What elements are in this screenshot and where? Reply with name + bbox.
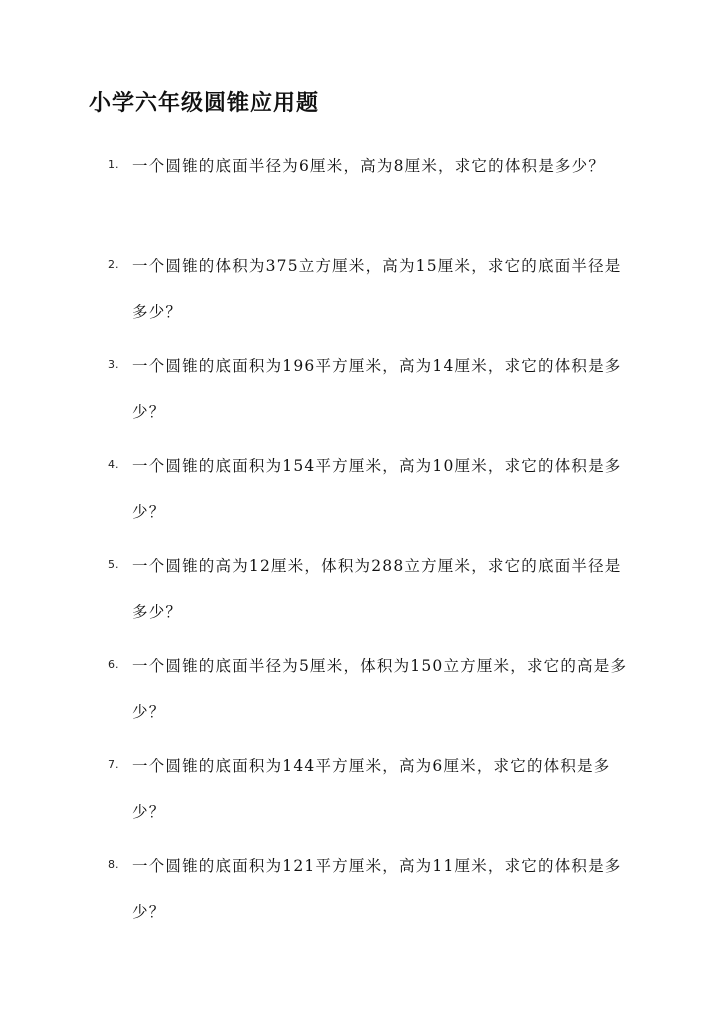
question-item: [0, 143, 720, 233]
question-text: 一个圆锥的底面积为154平方厘米，高为10厘米，求它的体积是多少？: [132, 457, 622, 521]
question-item: [0, 843, 720, 933]
question-item: [0, 443, 720, 533]
question-text: 一个圆锥的底面积为144平方厘米，高为6厘米，求它的体积是多少？: [132, 757, 611, 821]
question-text: 一个圆锥的底面积为121平方厘米，高为11厘米，求它的体积是多少？: [132, 857, 622, 921]
question-number: 6.: [108, 658, 119, 671]
question-text: 一个圆锥的底面积为196平方厘米，高为14厘米，求它的体积是多少？: [132, 357, 622, 421]
question-text: 一个圆锥的高为12厘米，体积为288立方厘米，求它的底面半径是多少？: [132, 557, 622, 621]
question-item: [0, 643, 720, 733]
question-item: [0, 243, 720, 333]
question-text: 一个圆锥的底面半径为6厘米，高为8厘米，求它的体积是多少？: [132, 157, 606, 175]
question-item: [0, 543, 720, 633]
question-number: 7.: [108, 758, 119, 771]
question-item: [0, 743, 720, 833]
page-title: 小学六年级圆锥应用题: [89, 90, 320, 116]
question-item: [0, 343, 720, 433]
question-number: 5.: [108, 558, 119, 571]
question-text: 一个圆锥的底面半径为5厘米，体积为150立方厘米，求它的高是多少？: [132, 657, 628, 721]
question-number: 1.: [108, 158, 119, 171]
question-text: 一个圆锥的体积为375立方厘米，高为15厘米，求它的底面半径是多少？: [132, 257, 622, 321]
question-number: 3.: [108, 358, 119, 371]
question-number: 2.: [108, 258, 119, 271]
question-number: 8.: [108, 858, 119, 871]
question-number: 4.: [108, 458, 119, 471]
